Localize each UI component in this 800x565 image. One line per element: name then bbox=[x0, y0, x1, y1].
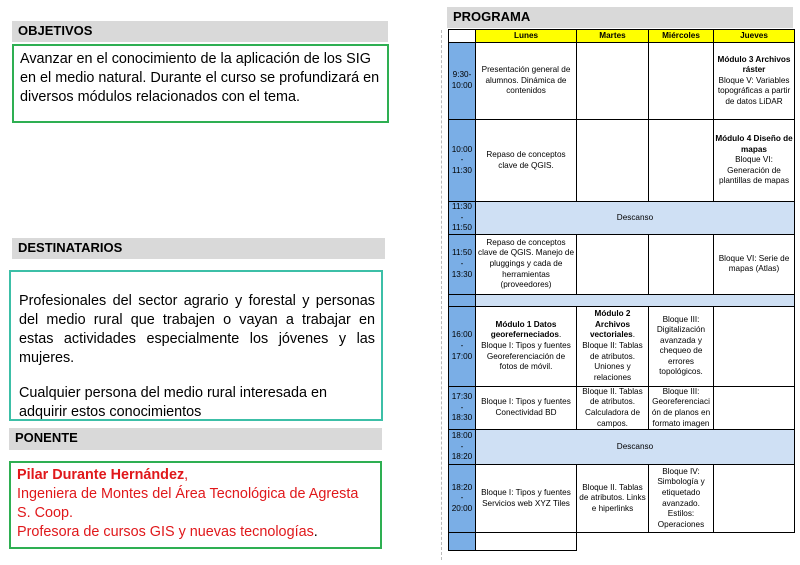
table-row bbox=[449, 234, 795, 294]
time-cell bbox=[449, 430, 476, 465]
cell-martes: Bloque II. Tablas de atributos. Links e hiperlinks bbox=[577, 465, 649, 533]
time-header bbox=[449, 30, 476, 43]
modulo-title-text: Módulo 2 Archivos vectoriales bbox=[589, 309, 633, 340]
cell-martes bbox=[577, 306, 649, 386]
cell-jueves bbox=[714, 533, 795, 551]
cell-miercoles bbox=[649, 120, 714, 202]
break-cell: Descanso bbox=[476, 430, 795, 465]
ponente-comma: , bbox=[184, 467, 189, 483]
cell-martes bbox=[577, 120, 649, 202]
cell-martes: Bloque II. Tablas de atributos. Calculadora de campos. bbox=[577, 386, 649, 429]
table-row bbox=[449, 465, 795, 533]
day-header-lunes: Lunes bbox=[476, 30, 577, 43]
cell-lunes: Bloque I: Tipos y fuentes Conectividad BD bbox=[476, 386, 577, 429]
time-sep: - bbox=[460, 258, 464, 268]
cell-jueves bbox=[714, 120, 795, 202]
objetivos-title: OBJETIVOS bbox=[18, 23, 93, 38]
time-end: 13:30 bbox=[451, 269, 473, 279]
time-end: 20:00 bbox=[451, 503, 473, 513]
objetivos-box bbox=[12, 44, 389, 123]
destinatarios-header bbox=[12, 238, 385, 259]
time-start: 18:00 bbox=[451, 431, 473, 441]
time-cell bbox=[449, 202, 476, 235]
modulo-title-text: Módulo 1 Datos georeferneciados bbox=[490, 319, 559, 340]
time-start: 17:30 bbox=[451, 392, 473, 402]
destinatarios-box bbox=[9, 270, 383, 421]
time-start: 9:30- bbox=[452, 70, 472, 80]
ponente-box bbox=[9, 461, 382, 549]
time-start: 10:00 bbox=[451, 144, 473, 154]
cell-lunes bbox=[476, 306, 577, 386]
day-header-martes: Martes bbox=[577, 30, 649, 43]
table-row bbox=[449, 430, 795, 465]
schedule-header-row bbox=[449, 30, 795, 43]
cell-jueves bbox=[714, 43, 795, 120]
cell-jueves: Bloque VI: Serie de mapas (Atlas) bbox=[714, 234, 795, 294]
time-cell bbox=[449, 234, 476, 294]
cell-miercoles bbox=[649, 43, 714, 120]
break-cell: Descanso bbox=[476, 202, 795, 235]
time-end: 18:20 bbox=[451, 452, 473, 462]
time-cell bbox=[449, 294, 476, 306]
cell-miercoles: Bloque IV: Simbología y etiquetado avanzado. Estilos: Operaciones bbox=[649, 465, 714, 533]
table-row bbox=[449, 533, 795, 551]
cell-martes bbox=[577, 234, 649, 294]
time-sep: - bbox=[460, 441, 464, 451]
cell-lunes: Bloque I: Tipos y fuentes Servicios web XYZ Tiles bbox=[476, 465, 577, 533]
time-sep: - bbox=[460, 155, 464, 165]
table-row bbox=[449, 120, 795, 202]
time-end: 10:00 bbox=[451, 81, 473, 90]
time-cell bbox=[449, 465, 476, 533]
cell-miercoles: Bloque III: Georeferenciaci ón de planos en formato imagen bbox=[649, 386, 714, 429]
day-header-jueves: Jueves bbox=[714, 30, 795, 43]
bloque-text: Bloque I: Tipos y fuentes Georeferenciación de fotos de móvil. bbox=[481, 340, 571, 372]
time-cell bbox=[449, 43, 476, 120]
lunch-gap-cell bbox=[476, 294, 795, 306]
modulo-title bbox=[477, 320, 575, 341]
cell-miercoles bbox=[649, 234, 714, 294]
time-sep: - bbox=[460, 402, 464, 412]
table-row bbox=[449, 294, 795, 306]
ponente-line3 bbox=[17, 523, 374, 542]
page-fold-divider bbox=[441, 30, 443, 560]
ponente-line3-text: Profesora de cursos GIS y nuevas tecnologías bbox=[17, 524, 314, 540]
time-end: 17:00 bbox=[451, 351, 473, 361]
bloque-text: Bloque VI: Generación de plantillas de mapas bbox=[718, 155, 790, 186]
time-start: 16:00 bbox=[451, 330, 473, 340]
schedule-table bbox=[448, 29, 795, 551]
cell-jueves bbox=[714, 465, 795, 533]
cell-martes bbox=[577, 533, 649, 551]
time-end: 11:50 bbox=[452, 223, 472, 233]
programa-header bbox=[447, 7, 793, 28]
ponente-header bbox=[9, 428, 382, 450]
ponente-title: PONENTE bbox=[15, 430, 78, 445]
cell-lunes: Repaso de conceptos clave de QGIS. Manejo de pluggings y cada de herramientas (proveedores) bbox=[476, 234, 577, 294]
cell-jueves bbox=[714, 306, 795, 386]
modulo-title-period: . bbox=[632, 330, 636, 340]
destinatarios-title: DESTINATARIOS bbox=[18, 240, 123, 255]
time-cell bbox=[449, 533, 476, 551]
cell-martes bbox=[577, 43, 649, 120]
table-row bbox=[449, 386, 795, 429]
time-sep: - bbox=[460, 340, 464, 350]
time-end: 11:30 bbox=[452, 165, 472, 175]
ponente-period: . bbox=[313, 524, 318, 540]
time-sep: - bbox=[460, 212, 464, 222]
time-end: 18:30 bbox=[451, 413, 473, 423]
modulo-title: Módulo 4 Diseño de mapas bbox=[715, 134, 793, 154]
bloque-text: Bloque II: Tablas de atributos. Uniones y relaciones bbox=[582, 340, 643, 382]
ponente-name: Pilar Durante Hernández bbox=[17, 467, 185, 483]
cell-lunes: Repaso de conceptos clave de QGIS. bbox=[476, 120, 577, 202]
time-cell bbox=[449, 386, 476, 429]
modulo-title bbox=[578, 309, 647, 341]
bloque-text: Bloque V: Variables topográficas a partir de datos LiDAR bbox=[717, 75, 791, 106]
cell-jueves bbox=[714, 386, 795, 429]
modulo-title: Módulo 3 Archivos ráster bbox=[717, 54, 791, 75]
cell-miercoles: Bloque III: Digitalización avanzada y chequeo de errores topológicos. bbox=[649, 306, 714, 386]
time-start: 18:20 bbox=[451, 482, 473, 492]
ponente-line1 bbox=[17, 466, 374, 485]
time-cell bbox=[449, 306, 476, 386]
programa-title: PROGRAMA bbox=[453, 9, 531, 24]
cell-miercoles bbox=[649, 533, 714, 551]
objetivos-text: Avanzar en el conocimiento de la aplicación de los SIG en el medio natural. Durante el curso se profundizará en diversos módulos relacionados con el tema. bbox=[20, 51, 380, 105]
time-start: 11:50 bbox=[452, 248, 472, 258]
table-row bbox=[449, 306, 795, 386]
cell-lunes: Presentación general de alumnos. Dinámica de contenidos bbox=[476, 43, 577, 120]
time-start: 11:30 bbox=[452, 202, 472, 211]
time-cell bbox=[449, 120, 476, 202]
time-sep: - bbox=[460, 493, 464, 503]
cell-lunes bbox=[476, 533, 577, 551]
table-row bbox=[449, 43, 795, 120]
day-header-miercoles: Miércoles bbox=[649, 30, 714, 43]
destinatarios-p1: Profesionales del sector agrario y forestal y personas del medio rural que trabajen o vayan a trabajar en estas actividades especialmente los jóvenes y las mujeres. bbox=[19, 293, 375, 366]
table-row bbox=[449, 202, 795, 235]
ponente-line2: Ingeniera de Montes del Área Tecnológica de Agresta S. Coop. bbox=[17, 486, 359, 521]
modulo-title-period: . bbox=[558, 330, 562, 340]
objetivos-header bbox=[12, 21, 388, 42]
destinatarios-p2: Cualquier persona del medio rural interesada en adquirir estos conocimientos bbox=[19, 385, 327, 420]
